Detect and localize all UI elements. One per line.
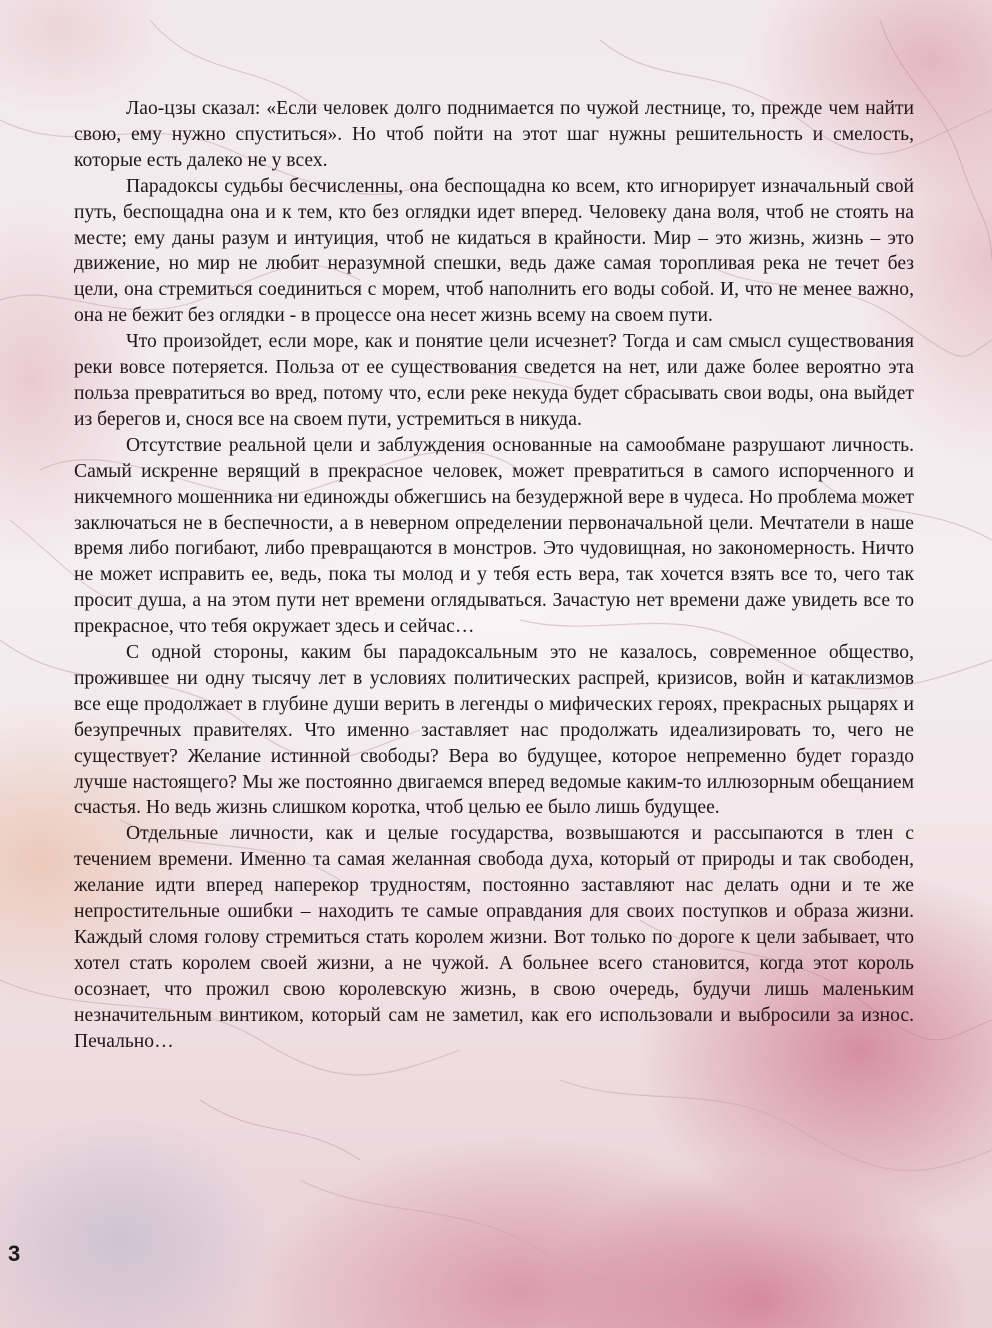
paragraph-1: Лао-цзы сказал: «Если человек долго поднимается по чужой лестнице, то, прежде чем найти свою, ему нужно спуститься». Но чтоб пойти на этот шаг нужны решительность и смелость, которые есть далеко не у всех. xyxy=(74,98,914,171)
article-body xyxy=(74,96,914,1055)
paragraph-2: Парадоксы судьбы бесчисленны, она беспощадна ко всем, кто игнорирует изначальный свой путь, беспощадна она и к тем, кто без оглядки идет вперед. Человеку дана воля, чтоб не стоять на месте; ему даны разум и интуиция, чтоб не кидаться в крайности. Мир – это жизнь, жизнь – это движение, но мир не любит неразумной спешки, ведь даже самая торопливая река не течет без цели, она стремиться соединиться с морем, чтоб наполнить его воды собой. И, что не менее важно, она не бежит без оглядки - в процессе она несет жизнь всему на своем пути. xyxy=(74,175,914,327)
page-number: 3 xyxy=(8,1241,21,1266)
paragraph-4: Отсутствие реальной цели и заблуждения основанные на самообмане разрушают личность. Самый искренне верящий в прекрасное человек, может превратиться в самого испорченного и никчемного мошенника ни единожды обжегшись на безудержной вере в чудеса. Но проблема может заключаться не в беспечности, а в неверном определении первоначальной цели. Мечтатели в наше время либо погибают, либо превращаются в монстров. Это чудовищная, но закономерность. Ничто не может исправить ее, ведь, пока ты молод и у тебя есть вера, так хочется взять все то, чего так просит душа, а на этом пути нет времени оглядываться. Зачастую нет времени даже увидеть все то прекрасное, что тебя окружает здесь и сейчас… xyxy=(74,434,914,638)
paragraph-5: С одной стороны, каким бы парадоксальным это не казалось, современное общество, прожившее ни одну тысячу лет в условиях политических распрей, кризисов, войн и катаклизмов все еще продолжает в глубине души верить в легенды о мифических героях, прекрасных рыцарях и безупречных правителях. Что именно заставляет нас продолжать идеализировать то, чего не существует? Желание истинной свободы? Вера во будущее, которое непременно будет гораздо лучше настоящего? Мы же постоянно двигаемся вперед ведомые каким-то иллюзорным обещанием счастья. Но ведь жизнь слишком коротка, чтоб целью ее было лишь будущее. xyxy=(74,642,914,819)
paragraph-3: Что произойдет, если море, как и понятие цели исчезнет? Тогда и сам смысл существования реки вовсе потеряется. Польза от ее существования сведется на нет, или даже более вероятно эта польза превратиться во вред, потому что, если реке некуда будет сбрасывать свои воды, она выйдет из берегов и, снося все на своем пути, устремиться в никуда. xyxy=(74,331,914,430)
paragraph-6: Отдельные личности, как и целые государства, возвышаются и рассыпаются в тлен с течением времени. Именно та самая желанная свобода духа, который от природы и так свободен, желание идти вперед наперекор трудностям, постоянно заставляют нас делать одни и те же непростительные ошибки – находить те самые оправдания для своих поступков и образа жизни. Каждый сломя голову стремиться стать королем жизни. Вот только по дороге к цели забывает, что хотел стать королем своей жизни, а не чужой. А больнее всего становится, когда этот король осознает, что прожил свою королевскую жизнь, в свою очередь, будучи лишь маленьким незначительным винтиком, который сам не заметил, как его использовали и выбросили за износ. Печально… xyxy=(74,823,914,1052)
